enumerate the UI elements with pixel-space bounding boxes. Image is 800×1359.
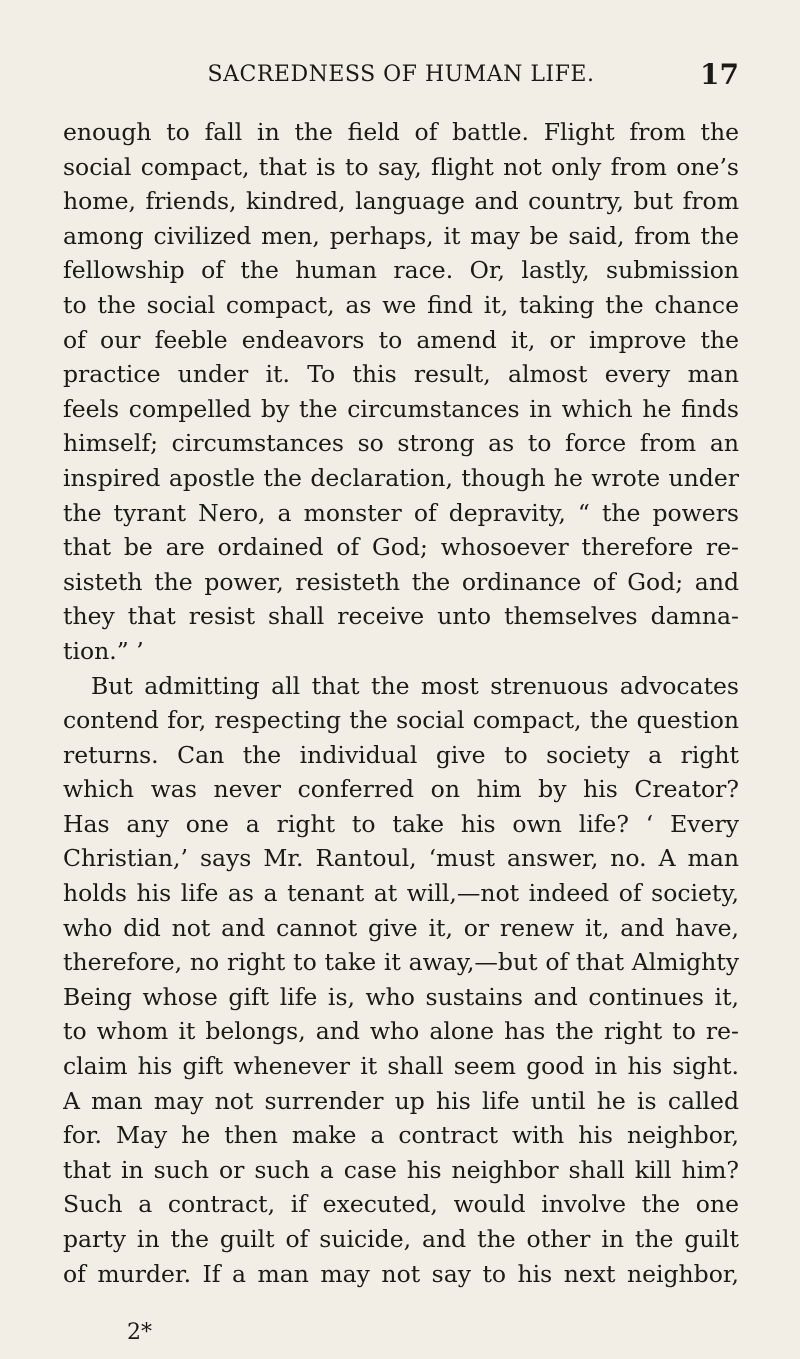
text-line: feels compelled by the circumstances in which he finds [63, 394, 739, 423]
body-text [63, 115, 739, 1291]
text-line: contend for, respecting the social compact, the question [63, 706, 739, 735]
text-line: tion.” ’ [63, 636, 144, 665]
text-line: Christian,’ says Mr. Rantoul, ‘must answer, no. A man [63, 844, 739, 873]
text-line: that be are ordained of God; whosoever therefore re- [63, 533, 739, 562]
signature-mark: 2* [127, 1320, 152, 1345]
text-line: therefore, no right to take it away,—but of that Almighty [63, 948, 739, 977]
text-line: among civilized men, perhaps, it may be said, from the [63, 221, 739, 250]
page-number: 17 [700, 58, 739, 91]
text-line: Being whose gift life is, who sustains and continues it, [63, 982, 739, 1011]
text-line: Such a contract, if executed, would involve the one [63, 1190, 739, 1219]
text-line: who did not and cannot give it, or renew it, and have, [63, 913, 739, 942]
text-line: for. May he then make a contract with his neighbor, [63, 1121, 739, 1150]
text-line: social compact, that is to say, flight not only from one’s [63, 152, 739, 181]
text-line: the tyrant Nero, a monster of depravity, “ the powers [63, 498, 739, 527]
text-line: home, friends, kindred, language and country, but from [63, 187, 739, 216]
text-line: enough to fall in the field of battle. Flight from the [63, 118, 739, 146]
text-line: himself; circumstances so strong as to force from an [63, 429, 739, 458]
text-line: practice under it. To this result, almost every man [63, 360, 739, 389]
text-line: to the social compact, as we find it, taking the chance [63, 290, 739, 319]
running-title: SACREDNESS OF HUMAN LIFE. [207, 62, 595, 87]
text-line: they that resist shall receive unto themselves damna- [63, 602, 739, 631]
text-line: which was never conferred on him by his Creator? [63, 775, 739, 804]
text-line: sisteth the power, resisteth the ordinance of God; and [63, 567, 739, 596]
text-line: of murder. If a man may not say to his next neighbor, [63, 1259, 739, 1288]
text-line: that in such or such a case his neighbor shall kill him? [63, 1155, 739, 1184]
text-line: holds his life as a tenant at will,—not indeed of society, [63, 879, 739, 908]
text-line: Has any one a right to take his own life? ‘ Every [63, 809, 739, 838]
text-line: inspired apostle the declaration, though he wrote under [63, 463, 739, 492]
text-line: to whom it belongs, and who alone has the right to re- [63, 1017, 739, 1046]
text-line: fellowship of the human race. Or, lastly, submission [63, 256, 739, 285]
text-line: party in the guilt of suicide, and the other in the guilt [63, 1225, 739, 1253]
text-line: But admitting all that the most strenuous advocates [91, 671, 739, 700]
text-line: returns. Can the individual give to society a right [63, 740, 739, 769]
text-line: A man may not surrender up his life until he is called [63, 1086, 739, 1115]
running-head [63, 58, 739, 94]
text-line: of our feeble endeavors to amend it, or improve the [63, 325, 739, 354]
text-line: claim his gift whenever it shall seem good in his sight. [63, 1052, 739, 1081]
